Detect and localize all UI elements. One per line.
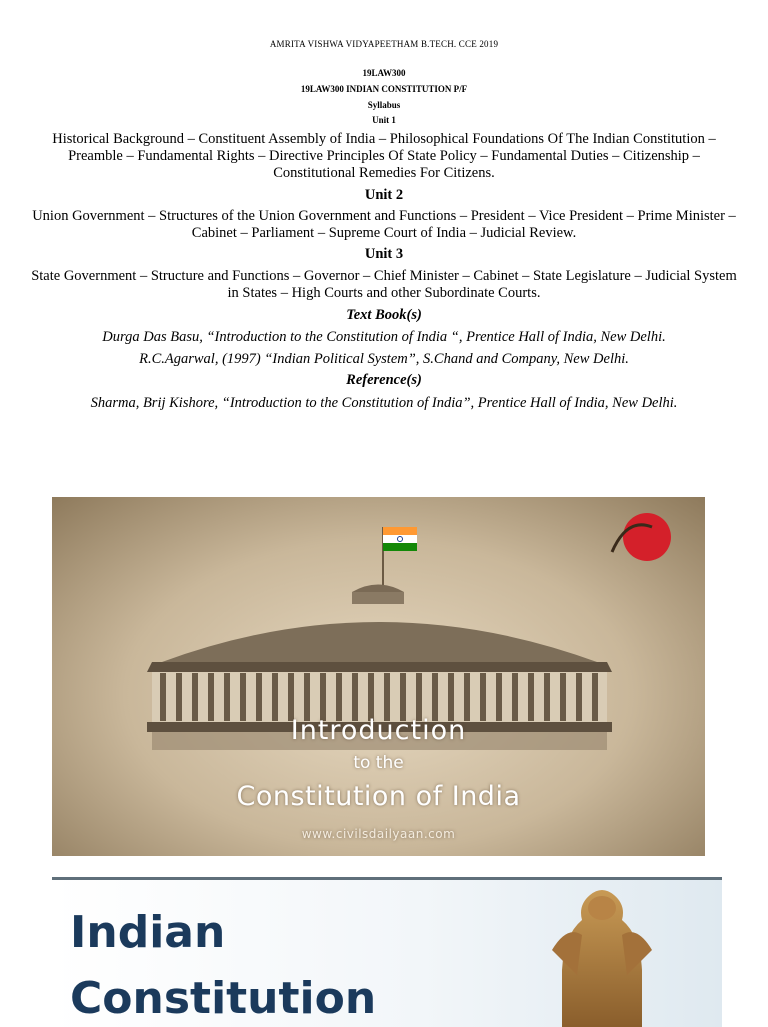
- course-code: 19LAW300: [362, 68, 406, 78]
- flag-saffron: [383, 527, 417, 535]
- roof-cornice: [147, 662, 612, 672]
- image1-title-line2: to the: [353, 753, 404, 773]
- unit3-text: State Government – Structure and Functions – Governor – Chief Minister – Cabinet – State Legislature – Judicial System in States – High Courts and other Subordinate Courts.: [31, 268, 737, 301]
- textbooks-heading: Text Book(s): [346, 307, 422, 323]
- syllabus-label: Syllabus: [367, 100, 401, 110]
- indian-constitution-banner: [52, 877, 722, 1027]
- unit2-text: Union Government – Structures of the Union Government and Functions – President – Vice President – Prime Minister – Cabinet – Parliament – Supreme Court of India – Judicial Review.: [32, 208, 736, 241]
- reference-item: Sharma, Brij Kishore, “Introduction to the Constitution of India”, Prentice Hall of India, New Delhi.: [90, 395, 678, 411]
- references-heading: Reference(s): [346, 372, 422, 388]
- image1-title-line1: Introduction: [290, 715, 467, 746]
- parliament-image: [52, 497, 705, 856]
- dome-top: [352, 585, 404, 593]
- roof: [162, 622, 597, 662]
- flag-green: [383, 543, 417, 551]
- course-title: 19LAW300 INDIAN CONSTITUTION P/F: [300, 84, 468, 94]
- banner-line1: Indian: [70, 907, 226, 958]
- banner-line2: Constitution: [70, 973, 377, 1024]
- unit2-heading: Unit 2: [364, 187, 404, 203]
- unit3-heading: Unit 3: [364, 246, 404, 262]
- document-header: AMRITA VISHWA VIDYAPEETHAM B.TECH. CCE 2019: [269, 39, 499, 49]
- textbook-item: Durga Das Basu, “Introduction to the Constitution of India “, Prentice Hall of India, New Delhi.: [102, 329, 666, 345]
- dome-base: [352, 592, 404, 604]
- unit1-heading: Unit 1: [372, 115, 396, 125]
- image1-title-line3: Constitution of India: [236, 781, 521, 812]
- unit1-text: Historical Background – Constituent Assembly of India – Philosophical Foundations Of The Indian Constitution – Preamble – Fundamental Rights – Directive Principles Of State Policy – Fundamental Duties – Citizenship – Constitutional Remedies For Citizens.: [52, 131, 716, 181]
- textbook-item: R.C.Agarwal, (1997) “Indian Political System”, S.Chand and Company, New Delhi.: [139, 351, 629, 367]
- lion-capital-icon: [482, 880, 722, 1027]
- image1-website: www.civilsdailyaan.com: [301, 827, 456, 841]
- logo-circle: [623, 513, 671, 561]
